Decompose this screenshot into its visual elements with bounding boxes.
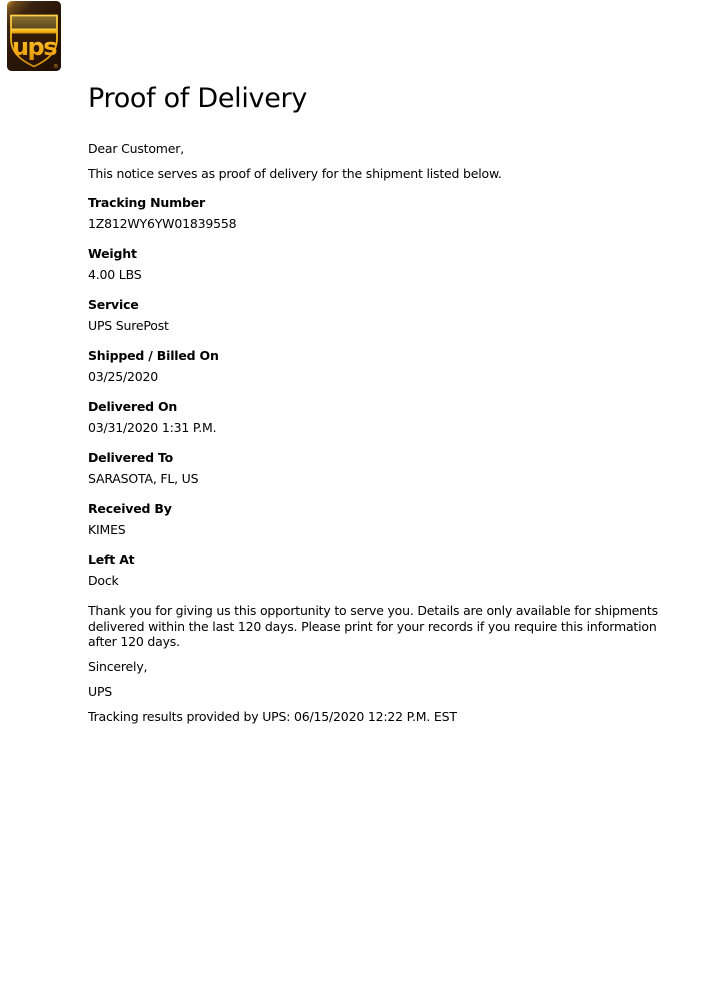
- closing-paragraph: [88, 603, 668, 650]
- field-group-received-by: [88, 501, 668, 537]
- delivered-on-value: 03/31/2020 1:31 P.M.: [88, 420, 217, 435]
- ups-logo-text: ups: [11, 33, 57, 61]
- field-group-service: [88, 297, 668, 333]
- field-label: Received By: [88, 501, 172, 516]
- signoff-text: Sincerely,: [88, 658, 148, 674]
- weight-value: 4.00 LBS: [88, 267, 142, 282]
- closing-paragraph-line: Thank you for giving us this opportunity to serve you. Details are only available for shipments: [88, 603, 658, 618]
- tracking-results-footer: Tracking results provided by UPS: 06/15/2020 12:22 P.M. EST: [88, 708, 457, 724]
- signature-text: UPS: [88, 683, 113, 699]
- field-label: Tracking Number: [88, 195, 205, 210]
- field-group-shipped-billed-on: [88, 348, 668, 384]
- closing-paragraph-line: delivered within the last 120 days. Please print for your records if you require this information: [88, 618, 657, 634]
- service-value: UPS SurePost: [88, 318, 169, 333]
- page-title: Proof of Delivery: [88, 83, 308, 114]
- received-by-value: KIMES: [88, 522, 126, 537]
- greeting-text: Dear Customer,: [88, 141, 184, 156]
- tracking-number-value: 1Z812WY6YW01839558: [88, 216, 237, 231]
- document-body: [88, 84, 668, 724]
- registered-trademark-icon: ®: [53, 64, 59, 70]
- field-label: Delivered On: [88, 399, 178, 414]
- intro-text: This notice serves as proof of delivery for the shipment listed below.: [88, 166, 502, 181]
- field-label: Delivered To: [88, 450, 174, 465]
- left-at-value: Dock: [88, 573, 119, 588]
- field-group-delivered-to: [88, 450, 668, 486]
- field-group-left-at: [88, 552, 668, 588]
- field-label: Weight: [88, 246, 137, 261]
- field-group-delivered-on: [88, 399, 668, 435]
- delivered-to-value: SARASOTA, FL, US: [88, 471, 199, 486]
- field-label: Service: [88, 297, 139, 312]
- field-label: Shipped / Billed On: [88, 348, 219, 363]
- ups-logo-icon: [7, 1, 61, 71]
- field-label: Left At: [88, 552, 135, 567]
- shipped-billed-on-value: 03/25/2020: [88, 369, 159, 384]
- closing-paragraph-line: after 120 days.: [88, 634, 180, 649]
- field-group-tracking-number: [88, 195, 668, 231]
- field-group-weight: [88, 246, 668, 282]
